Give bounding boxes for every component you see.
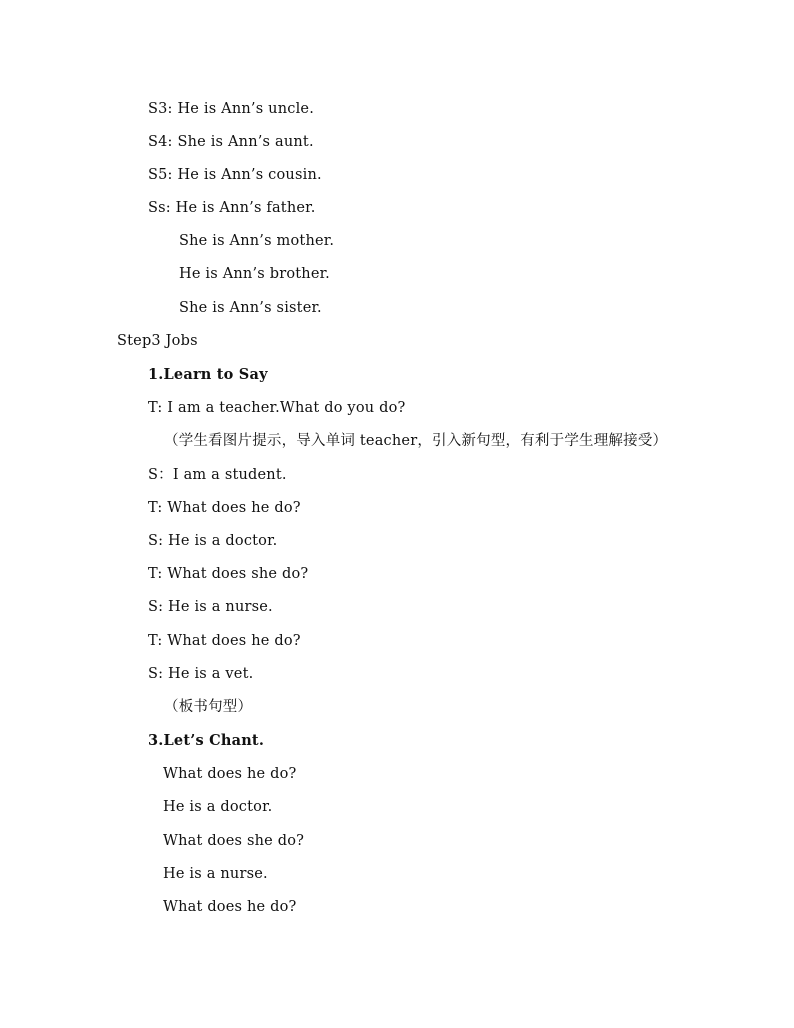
dialogue-student-3: S: He is a nurse. (148, 599, 273, 615)
dialogue-teacher-1: T: I am a teacher.What do you do? (148, 400, 406, 416)
dialogue-line-s4: S4: She is Ann’s aunt. (148, 134, 314, 150)
dialogue-teacher-3: T: What does she do? (148, 566, 309, 582)
learn-to-say-heading: 1.Learn to Say (148, 366, 268, 383)
teaching-note-2: （板书句型） (164, 699, 253, 715)
dialogue-line-s3: S3: He is Ann’s uncle. (148, 101, 315, 117)
dialogue-teacher-4: T: What does he do? (148, 633, 301, 649)
dialogue-line-ss-brother: He is Ann’s brother. (179, 266, 330, 282)
chant-line-1: What does he do? (163, 766, 297, 782)
chant-line-4: He is a nurse. (163, 866, 268, 882)
step3-heading: Step3 Jobs (117, 333, 198, 349)
chant-heading: 3.Let’s Chant. (148, 732, 265, 749)
chant-line-5: What does he do? (163, 899, 297, 915)
dialogue-line-ss: Ss: He is Ann’s father. (148, 200, 316, 216)
dialogue-line-s5: S5: He is Ann’s cousin. (148, 167, 322, 183)
dialogue-student-4: S: He is a vet. (148, 666, 254, 682)
dialogue-line-ss-mother: She is Ann’s mother. (179, 233, 335, 249)
chant-line-3: What does she do? (163, 833, 305, 849)
teaching-note-1: （学生看图片提示，导入单词 teacher，引入新句型，有利于学生理解接受） (164, 433, 668, 449)
dialogue-student-1: S：I am a student. (148, 467, 287, 483)
chant-line-2: He is a doctor. (163, 799, 273, 815)
dialogue-student-2: S: He is a doctor. (148, 533, 278, 549)
dialogue-line-ss-sister: She is Ann’s sister. (179, 300, 322, 316)
dialogue-teacher-2: T: What does he do? (148, 500, 301, 516)
